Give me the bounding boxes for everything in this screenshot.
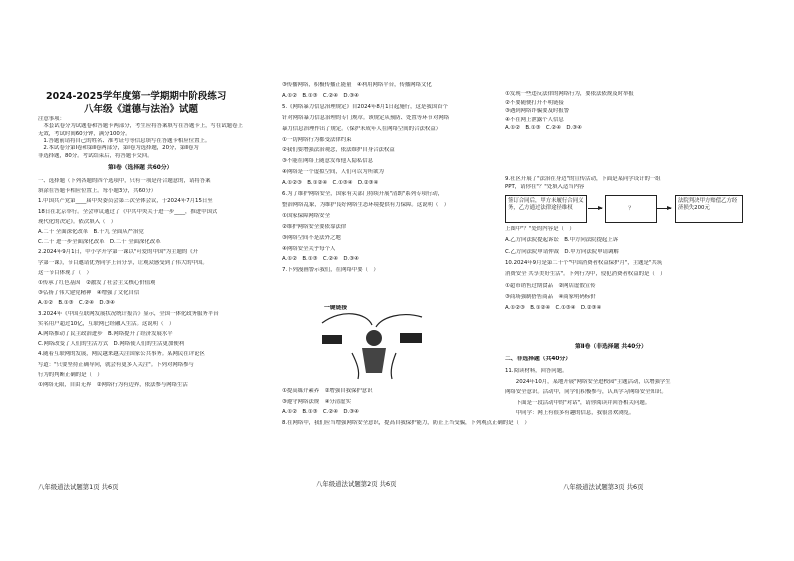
text-line: A.乙方向法院提起诉讼 B.甲方向法院提起上诉 (505, 237, 619, 244)
text-line: 11.阅读材料，回答问题。 (505, 368, 568, 374)
flow-box-1: 签订合同后，甲方未履行合同义务，乙方通过法律途径维权 (505, 195, 587, 223)
text-line: A.网络推动了民主政治进步 B.网络提升了经济发展水平 (38, 331, 173, 337)
text-line: 一、选择题（下列各题的四个选项中，只有一项是符合题意的，请将答案 (38, 178, 211, 184)
page-column-2 (282, 0, 530, 561)
text-line: 2.2024年9月1日，中小学开学第一课以"可爱的中国"为主题的《开 (38, 249, 199, 256)
text-line: 行为的判断正确的是（ ） (38, 371, 103, 378)
text-line: C.二十 进一步全面深化改革 D.二十 全面深化改革 (38, 239, 161, 246)
page-footer-3: 八年级道法试题第3页 共6页 (563, 483, 644, 491)
text-line: 7.下列漫画警示我们，在网络中要（ ） (282, 267, 379, 274)
text-line: A.二十 全面深化改革 B.十九 全面从严治党 (38, 229, 144, 235)
text-line: ②我们要增强法治观念，依法维护自身合法权益 (282, 147, 395, 154)
text-line: PPT，请你在"？"处填入适当内容 (505, 184, 585, 191)
exam-title: 2024-2025学年度第一学期期中阶段练习 (46, 91, 227, 102)
page-column-1 (38, 0, 270, 561)
text-line: 学第一课》，节目邀请优秀同学上台分享，让观众感受到了伟大的中国。 (38, 259, 208, 266)
text-line: ①发现一些违反法律的网络行为，要依法依规及时举报 (505, 91, 634, 97)
text-line: ①超市销售过期食品 ②网店虚假宣传 (505, 282, 596, 289)
text-line: ③传播网络，积极传播正能量 ④利用网络平台，传播网络文化 (282, 82, 432, 88)
text-line: 上图中"？"处的内容是（ ） (505, 226, 575, 232)
flow-arrow-2 (657, 208, 671, 209)
text-line: A.①② B.①③ C.②④ D.③④ (282, 409, 359, 415)
text-line: ④不在网上泄露个人信息 (505, 116, 564, 123)
text-line: 甲同学：网上有很多有趣的信息，我很喜欢浏览。 (505, 410, 635, 416)
text-line: 填涂在答题卡相应位置上。每小题3分，共60分） (38, 188, 157, 195)
text-line: 9.社区开展了"法治在身边"的宣传活动，下面是某同学设计的一组 (505, 176, 661, 182)
text-line: 2.本试卷分第Ⅰ卷和第Ⅱ卷两部分，第Ⅰ卷为选择题，20分，第Ⅱ卷为 (38, 145, 199, 152)
text-line: ①提高媒介素养 ②增强自我保护意识 (282, 388, 373, 394)
text-line: 18日在北京举行。全会审议通过了《中共中央关于进一步____，推进中国式 (38, 208, 218, 215)
text-line: 这一节目体现了（ ） (38, 269, 92, 276)
text-line: 针对网络暴力信息治理的专门规章。该规定从预防、处置等环节对网络 (282, 114, 450, 121)
flow-box-3: 法院判决甲方赔偿乙方经济损失200元 (675, 195, 743, 223)
text-line: 3.2024年《中国互联网发展状况统计报告》显示，全国一体化政务服务平台 (38, 310, 219, 317)
text-line: 网络安全意识。活动中，同学们积极参与，认真学习网络安全知识。 (505, 389, 667, 395)
comic-illustration (312, 303, 432, 383)
text-line: ③商场强制搭售商品 ④商家明码标价 (505, 293, 596, 300)
text-line: ①国家保障网络安全 (282, 212, 330, 219)
text-line: C.网络改变了人们的生活方式 D.网络使人们的生活更加便利 (38, 341, 185, 348)
text-line: ④网络安全关乎每个人 (282, 245, 336, 252)
section-2-heading: 第Ⅱ卷（非选择题 共40分） (575, 344, 647, 350)
text-line: 写道："只要坚持正确导向，就会有更多人关注"。下列对网络参与 (38, 361, 194, 368)
text-line: ①传承了红色基因 ②激发了社会主义核心价值观 (38, 280, 156, 286)
text-line: 5.《网络暴力信息治理规定》自2024年8月1日起施行，这是我国首个 (282, 103, 448, 110)
text-line: A.①②③ B.①②④ C.①③④ D.②③④ (282, 180, 379, 187)
text-line: 2024年10月，某地开展"网络安全进校园"主题活动，以增强学生 (505, 378, 671, 385)
text-line: 暴力信息治理作出了规定。（保护未成年人在网络空间的合法权益） (282, 125, 442, 132)
text-line: A.①② B.①③ C.②④ D.③④ (282, 256, 359, 263)
text-line: 非选择题，80分。考试结束后，将答题卡交回。 (38, 152, 153, 159)
text-line: 现代化的决定》。依次填入（ ） (38, 218, 117, 225)
text-line: 本套试卷分为试题卷和答题卡两部分，考生应将答案填写在答题卡上，写在试题卷上 (38, 123, 243, 130)
text-line: A.①② B.①③ C.②④ D.③④ (282, 92, 359, 99)
comic-caption: 一键链接 (324, 305, 348, 311)
text-line: ②不要随便打开不明链接 (505, 99, 564, 106)
text-line: A.①② B.①③ C.②④ D.③④ (38, 300, 115, 307)
text-line: 1.答题前请将自己的姓名、准考证号等信息填写在答题卡相应位置上。 (38, 137, 211, 144)
text-line: ③网络空间不是法外之地 (282, 234, 341, 241)
text-line: 6.为了维护网络安全，国家有关部门持续开展"清朗"系列专项行动， (282, 191, 444, 197)
text-line: A.①②③ B.①②④ C.①③④ D.②③④ (505, 305, 602, 312)
text-line: 整治网络乱象，为维护良好网络生态环境提供有力保障。这说明（ ） (282, 201, 450, 208)
text-line: 消费安全 共享美好生活"。下列行为中，侵犯消费者权益的是（ ） (505, 271, 666, 278)
page-footer-2: 八年级道法试题第2页 共6页 (316, 480, 397, 488)
section-1-heading: 第Ⅰ卷（选择题 共60分） (108, 165, 173, 171)
text-line: 10.2024年9月是第二十个"中国消费者权益保护月"，主题是"共筑 (505, 259, 663, 266)
text-line: ③遵守网络法规 ④分清虚实 (282, 398, 351, 405)
page-column-3 (505, 0, 755, 561)
page-footer-1: 八年级道法试题第1页 共6页 (38, 483, 119, 491)
text-line: ①网络无限，自由无界 ②网络行为有边界，依法参与网络生活 (38, 382, 188, 388)
text-line: 注意事项： (38, 116, 65, 122)
text-line: C.乙方向法院申请仲裁 D.甲方向法院申请调解 (505, 248, 619, 255)
text-line: A.①② B.①③ C.②④ D.③④ (505, 125, 582, 132)
text-line: 下面是一段活动中的"对话"，请你阅读并回答相关问题。 (505, 399, 651, 406)
text-line: ④网络是一个虚拟空间，人们可以为所欲为 (282, 169, 384, 176)
flow-box-2: ？ (605, 195, 657, 223)
text-line: 1.中国共产党第____届中央委员会第三次全体会议，于2024年7月15日至 (38, 198, 213, 205)
text-line: 4.随着互联网的发展，网民越来越关注国家公共事务。某网民在评论区 (38, 351, 205, 358)
exam-subtitle: 八年级《道德与法治》试题 (84, 104, 199, 115)
text-line: 8.在网络中，我们应当增强网络安全意识，提高自我保护能力，防止上当受骗，下列观点正确的是（ ） (282, 419, 530, 426)
text-line: ②维护网络安全要依靠法律 (282, 223, 347, 230)
text-line: ③不能在网络上随意发布他人隐私信息 (282, 158, 374, 165)
text-line: 无效，考试时间60分钟，满分100分。 (38, 130, 131, 137)
text-line: ①一切网络行为都受法律约束 (282, 136, 352, 143)
text-line: ③遇到网络诈骗要及时报警 (505, 108, 570, 115)
section-2-title: 二、非选择题（共40分） (505, 356, 572, 362)
flow-arrow-1 (588, 208, 602, 209)
text-line: ③弘扬了伟大建党精神 ④增强了文化自信 (38, 290, 140, 297)
text-line: 实名用户超过10亿，互联网已经融入生活。这说明（ ） (38, 320, 175, 327)
